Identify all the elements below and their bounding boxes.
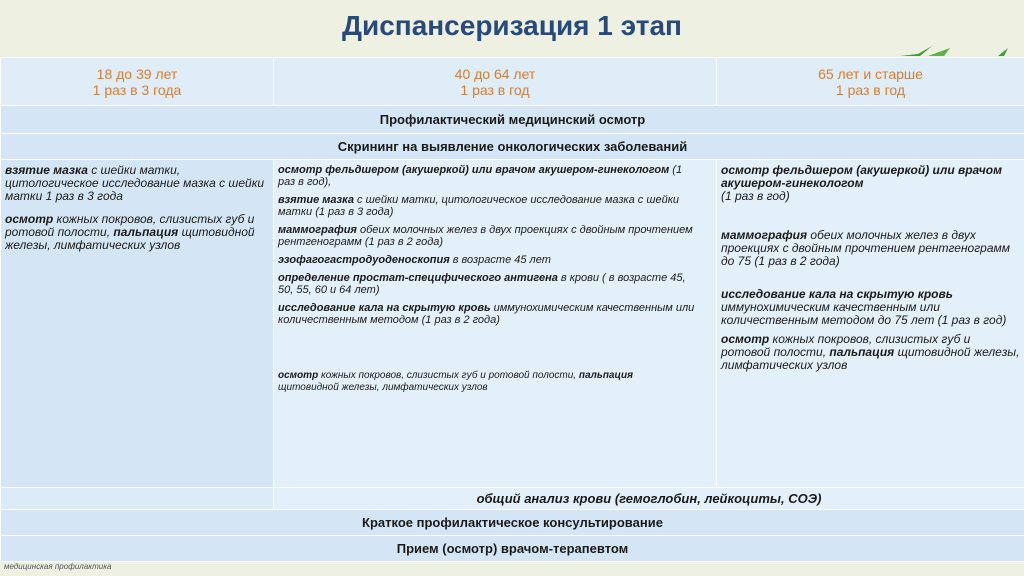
header-age-label: 18 до 39 лет — [96, 65, 178, 82]
header-frequency-label: 1 раз в год — [460, 81, 530, 98]
procedure-title: взятие мазка — [5, 163, 88, 177]
row-counseling: Краткое профилактическое консультирование — [1, 510, 1024, 536]
procedure-text: кожных покровов, слизистых губ и ротовой полости, — [318, 370, 579, 381]
header-age-label: 65 лет и старше — [818, 65, 923, 82]
procedure-text: с шейки матки, цитологическое исследование мазка с шейки матки 1 раз в 3 года — [5, 163, 265, 203]
header-age-65-plus — [717, 58, 1024, 106]
procedure-title: исследование кала на скрытую кровь — [278, 302, 491, 314]
procedure-title: определение простат-специфического антигена — [278, 272, 558, 284]
row-preventive-exam: Профилактический медицинский осмотр — [1, 106, 1024, 134]
header-age-40-64 — [274, 58, 717, 106]
procedure-title: осмотр фельдшером (акушеркой) или врачом акушером-гинекологом — [278, 164, 670, 176]
header-frequency-label: 1 раз в 3 года — [92, 81, 182, 98]
procedure-text: щитовидной железы, лимфатических узлов — [721, 345, 1020, 372]
row-blood-test: общий анализ крови (гемоглобин, лейкоциты, СОЭ) — [274, 488, 1024, 510]
procedure-text: щитовидной железы, лимфатических узлов — [5, 225, 255, 252]
procedure-title: осмотр фельдшером (акушеркой) или врачом акушером-гинекологом — [721, 163, 1002, 190]
header-age-label: 40 до 64 лет — [454, 65, 536, 82]
procedure-title: исследование кала на скрытую кровь — [721, 287, 953, 301]
row-screening: Скрининг на выявление онкологических заболеваний — [1, 134, 1024, 160]
procedure-text: (1 раз в год), — [278, 164, 683, 188]
procedure-title: эзофагогастродуоденоскопия — [278, 254, 450, 266]
procedure-text: с шейки матки, цитологическое исследование мазка с шейки матки (1 раз в 3 года) — [278, 194, 680, 218]
procedure-title: осмотр — [721, 332, 770, 346]
procedure-title: маммография — [278, 224, 357, 236]
leaf-logo-icon — [898, 44, 958, 58]
cell-age-65-plus — [717, 160, 1024, 488]
procedure-title: маммография — [721, 228, 808, 242]
procedure-title: пальпация — [113, 225, 179, 239]
procedure-text: обеих молочных желез в двух проекциях с двойным прочтением рентгенограмм (1 раз в 2 года) — [278, 224, 693, 248]
screening-table — [0, 57, 1024, 562]
footer-text: медицинская профилактика — [4, 562, 112, 571]
cell-age-18-39 — [1, 160, 274, 488]
procedure-text: обеих молочных желез в двух проекциях с двойным прочтением рентгенограмм до 75 (1 раз в 2 года) — [721, 228, 1010, 268]
procedure-text: в крови ( в возрасте 45, 50, 55, 60 и 64 лет) — [278, 272, 686, 296]
header-age-18-39 — [1, 58, 274, 106]
procedure-title: осмотр — [5, 212, 54, 226]
procedure-title: осмотр — [278, 370, 319, 381]
procedure-text: в возрасте 45 лет — [449, 254, 551, 266]
procedure-text: щитовидной железы, лимфатических узлов — [278, 382, 488, 393]
procedure-text: кожных покровов, слизистых губ и ротовой полости, — [5, 212, 255, 239]
cell-age-40-64 — [274, 160, 717, 488]
page-title: Диспансеризация 1 этап — [342, 10, 682, 41]
procedure-text: (1 раз в год) — [721, 189, 790, 203]
procedure-text: кожных покровов, слизистых губ и ротовой полости, — [721, 332, 971, 359]
row-therapist: Прием (осмотр) врачом-терапевтом — [1, 536, 1024, 562]
procedure-text: иммунохимическим качественным или количественным методом (1 раз в 2 года) — [278, 302, 695, 326]
procedure-title: пальпация — [829, 345, 895, 359]
procedure-title: пальпация — [578, 370, 633, 381]
procedure-title: взятие мазка — [278, 194, 354, 206]
header-frequency-label: 1 раз в год — [835, 81, 906, 98]
cell-blank — [1, 488, 274, 510]
procedure-text: иммунохимическим качественным или количественным методом до 75 лет (1 раз в год) — [721, 300, 1007, 327]
